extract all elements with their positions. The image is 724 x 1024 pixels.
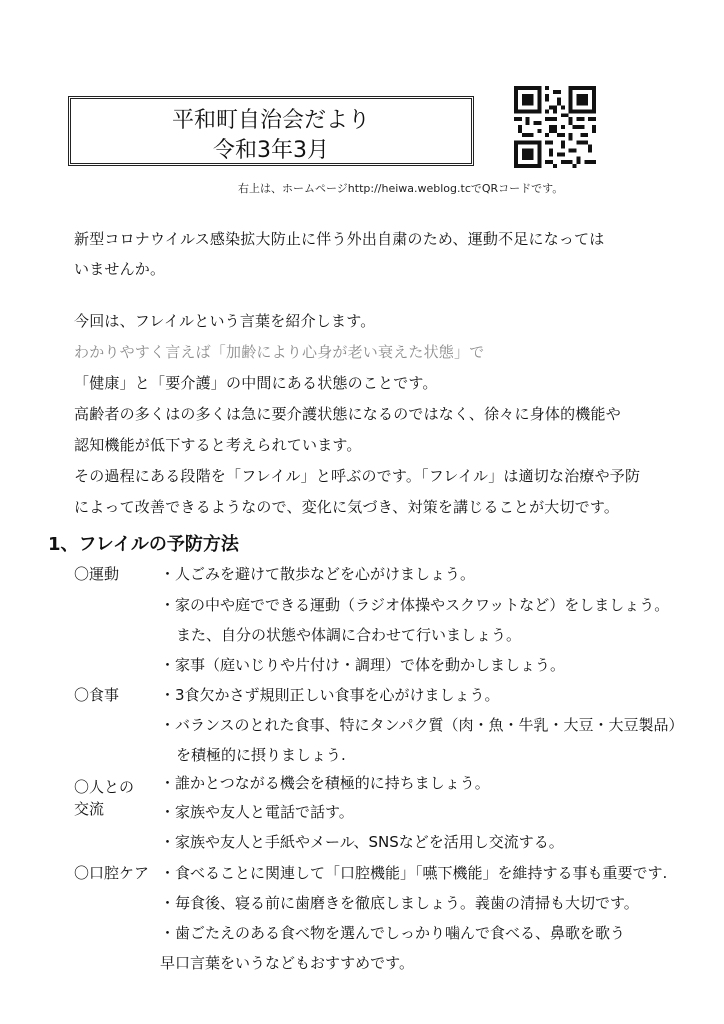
- qr-code-icon: [514, 86, 596, 168]
- section-heading: 1、フレイルの予防方法: [48, 534, 239, 555]
- social-item-1: ・誰かとつながる機会を積極的に持ちましょう。: [160, 774, 490, 792]
- oral-item-1: ・食べることに関連して「口腔機能」「嚥下機能」を維持する事も重要です.: [160, 864, 668, 882]
- exercise-item-2: ・家の中や庭でできる運動（ラジオ体操やスクワットなど）をしましょう。: [160, 596, 670, 614]
- oral-item-2: ・毎食後、寝る前に歯磨きを徹底しましょう。義歯の清掃も大切です。: [160, 894, 639, 912]
- meal-item-3: を積極的に摂りましょう.: [176, 746, 346, 764]
- oral-item-3: ・歯ごたえのある食べ物を選んでしっかり噛んで食べる、鼻歌を歌う: [160, 924, 626, 942]
- newsletter-date: 令和3年3月: [213, 138, 329, 163]
- frail-line-3: 「健康」と「要介護」の中間にある状態のことです。: [74, 374, 438, 392]
- frail-line-7: によって改善できるようなので、変化に気づき、対策を講じることが大切です。: [74, 498, 620, 516]
- frail-line-1: 今回は、フレイルという言葉を紹介します。: [74, 312, 376, 330]
- qr-note: 右上は、ホームページhttp://heiwa.weblog.tcでQRコードです。: [238, 182, 564, 195]
- newsletter-title: 平和町自治会だより: [171, 108, 370, 133]
- category-oral-care: 〇口腔ケア: [74, 864, 150, 882]
- social-item-3: ・家族や友人と手紙やメール、SNSなどを活用し交流する。: [160, 833, 564, 851]
- category-social-2: 交流: [74, 800, 105, 818]
- oral-item-4: 早口言葉をいうなどもおすすめです。: [160, 954, 414, 972]
- frail-line-4: 高齢者の多くはの多くは急に要介護状態になるのではなく、徐々に身体的機能や: [74, 405, 621, 423]
- frail-line-5: 認知機能が低下すると考えられています。: [74, 436, 362, 454]
- meal-item-2: ・バランスのとれた食事、特にタンパク質（肉・魚・牛乳・大豆・大豆製品）: [160, 716, 684, 734]
- meal-item-1: ・3食欠かさず規則正しい食事を心がけましょう。: [160, 686, 500, 704]
- category-social-1: 〇人との: [74, 778, 135, 796]
- social-item-2: ・家族や友人と電話で話す。: [160, 803, 354, 821]
- intro-line-2: いませんか。: [74, 260, 166, 278]
- category-meal: 〇食事: [74, 686, 120, 704]
- exercise-item-3: また、自分の状態や体調に合わせて行いましょう。: [176, 626, 522, 644]
- intro-line-1: 新型コロナウイルス感染拡大防止に伴う外出自粛のため、運動不足になっては: [74, 230, 605, 248]
- category-exercise: 〇運動: [74, 565, 120, 583]
- frail-definition: わかりやすく言えば「加齢により心身が老い衰えた状態」で: [74, 343, 485, 361]
- exercise-item-4: ・家事（庭いじりや片付け・調理）で体を動かしましょう。: [160, 656, 566, 674]
- exercise-item-1: ・人ごみを避けて散歩などを心がけましょう。: [160, 565, 476, 583]
- newsletter-title-box: [68, 96, 474, 166]
- frail-line-6: その過程にある段階を「フレイル」と呼ぶのです。「フレイル」は適切な治療や予防: [74, 467, 641, 485]
